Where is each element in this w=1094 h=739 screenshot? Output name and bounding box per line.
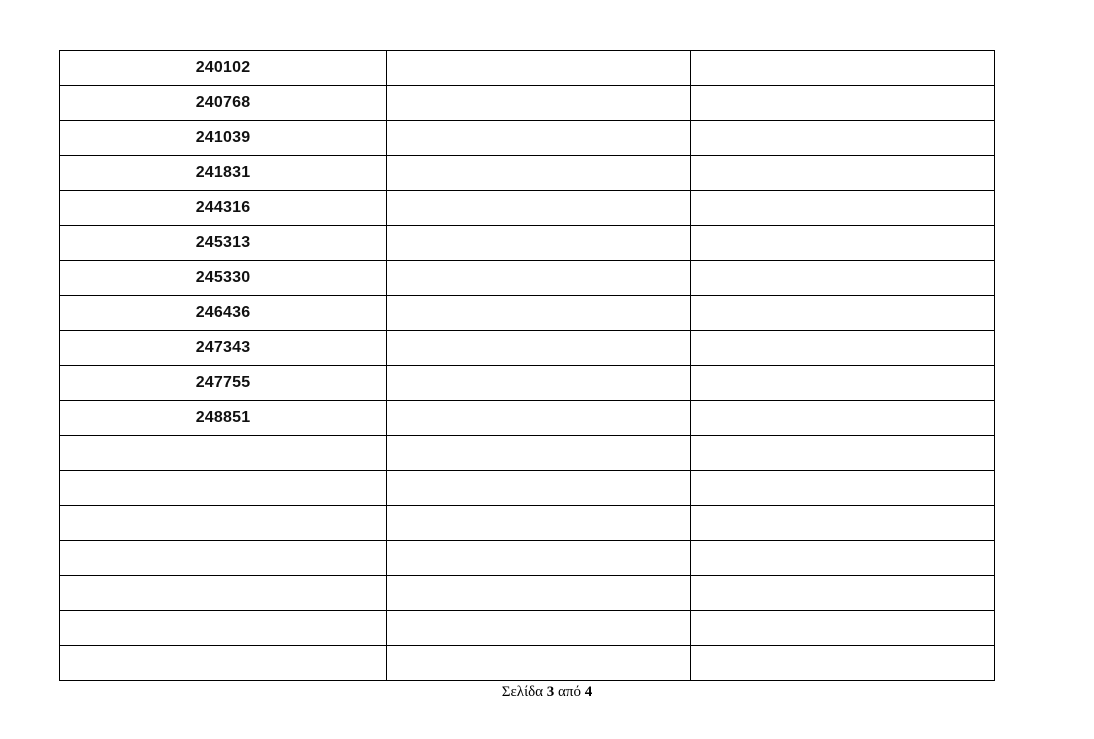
cell-blank-b <box>387 436 691 471</box>
cell-blank-b <box>387 51 691 86</box>
cell-blank-c <box>691 331 995 366</box>
cell-blank-c <box>691 611 995 646</box>
cell-blank-b <box>387 401 691 436</box>
footer-current-page: 3 <box>546 684 555 700</box>
cell-blank-b <box>387 121 691 156</box>
table-row <box>60 191 995 226</box>
cell-code: 246436 <box>60 296 387 331</box>
table-row <box>60 401 995 436</box>
table-row <box>60 121 995 156</box>
cell-blank-c <box>691 261 995 296</box>
table-row <box>60 471 995 506</box>
table-row <box>60 156 995 191</box>
cell-code <box>60 646 387 681</box>
table-row <box>60 611 995 646</box>
table-row <box>60 331 995 366</box>
cell-blank-c <box>691 226 995 261</box>
cell-blank-b <box>387 506 691 541</box>
cell-blank-b <box>387 226 691 261</box>
cell-blank-c <box>691 86 995 121</box>
footer-prefix: Σελίδα <box>501 684 544 700</box>
cell-blank-c <box>691 366 995 401</box>
cell-blank-b <box>387 261 691 296</box>
cell-code: 241831 <box>60 156 387 191</box>
cell-code <box>60 506 387 541</box>
cell-code: 244316 <box>60 191 387 226</box>
page-footer <box>0 684 1094 701</box>
cell-blank-b <box>387 471 691 506</box>
table-row <box>60 51 995 86</box>
table-row <box>60 506 995 541</box>
cell-code: 245330 <box>60 261 387 296</box>
cell-blank-c <box>691 296 995 331</box>
footer-middle: από <box>558 684 581 700</box>
cell-blank-c <box>691 191 995 226</box>
cell-blank-c <box>691 51 995 86</box>
cell-blank-b <box>387 86 691 121</box>
cell-blank-c <box>691 541 995 576</box>
cell-blank-c <box>691 576 995 611</box>
cell-blank-c <box>691 401 995 436</box>
cell-blank-b <box>387 541 691 576</box>
footer-total-pages: 4 <box>584 684 593 700</box>
codes-table-body <box>60 51 995 681</box>
cell-code <box>60 576 387 611</box>
table-row <box>60 541 995 576</box>
cell-blank-c <box>691 506 995 541</box>
cell-code <box>60 541 387 576</box>
table-row <box>60 296 995 331</box>
cell-blank-b <box>387 611 691 646</box>
table-row <box>60 261 995 296</box>
cell-blank-b <box>387 191 691 226</box>
cell-code <box>60 471 387 506</box>
cell-code: 240768 <box>60 86 387 121</box>
cell-code: 245313 <box>60 226 387 261</box>
cell-blank-b <box>387 331 691 366</box>
cell-blank-c <box>691 471 995 506</box>
table-row <box>60 436 995 471</box>
cell-code: 247343 <box>60 331 387 366</box>
cell-blank-b <box>387 366 691 401</box>
table-row <box>60 86 995 121</box>
table-row <box>60 366 995 401</box>
cell-code: 247755 <box>60 366 387 401</box>
table-row <box>60 226 995 261</box>
cell-code <box>60 611 387 646</box>
cell-code <box>60 436 387 471</box>
cell-code: 241039 <box>60 121 387 156</box>
codes-table <box>59 50 995 681</box>
cell-blank-c <box>691 156 995 191</box>
cell-blank-c <box>691 646 995 681</box>
cell-blank-b <box>387 646 691 681</box>
table-row <box>60 646 995 681</box>
cell-blank-c <box>691 121 995 156</box>
cell-blank-b <box>387 296 691 331</box>
cell-blank-c <box>691 436 995 471</box>
cell-blank-b <box>387 156 691 191</box>
table-row <box>60 576 995 611</box>
cell-blank-b <box>387 576 691 611</box>
cell-code: 240102 <box>60 51 387 86</box>
cell-code: 248851 <box>60 401 387 436</box>
